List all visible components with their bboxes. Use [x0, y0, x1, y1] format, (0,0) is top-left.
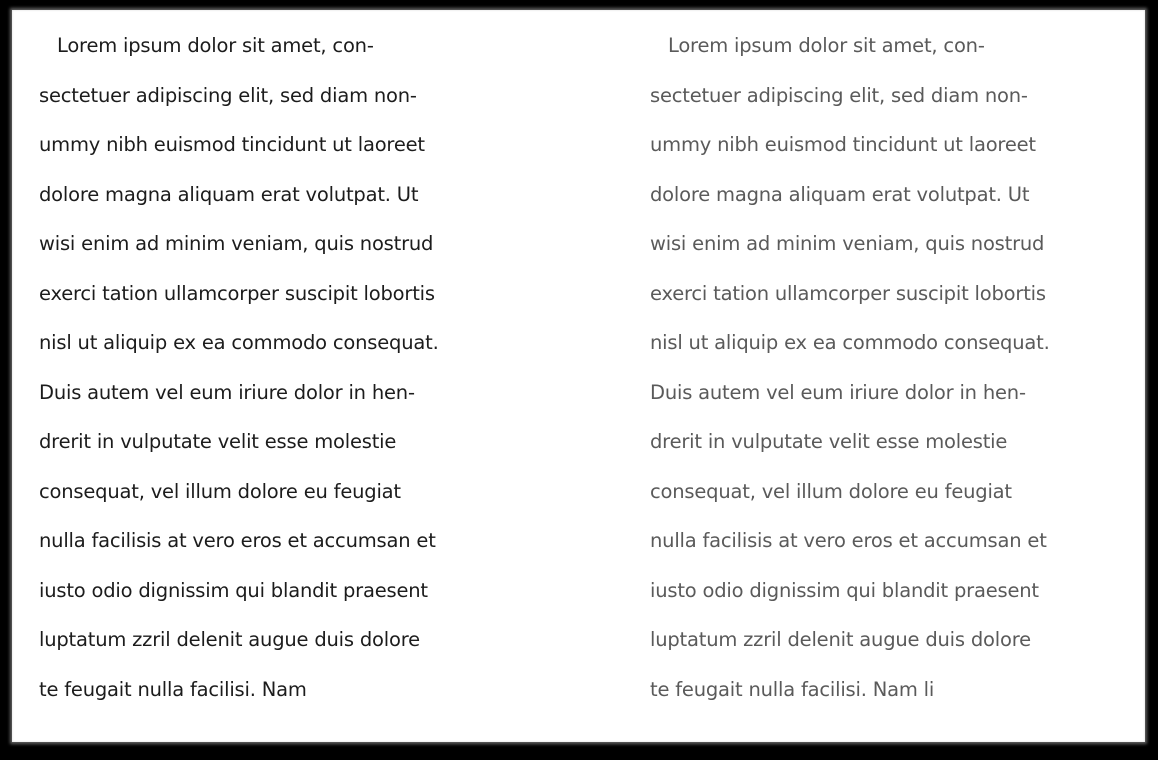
- right-line-4: dolore magna aliquam erat volutpat. Ut: [650, 182, 1030, 206]
- right-line-13: luptatum zzril delenit augue duis dolore: [650, 628, 1031, 651]
- right-line-2: sectetuer adipiscing elit, sed diam non-: [650, 83, 1028, 107]
- text-rendering-comparison-panel: [12, 10, 1145, 742]
- left-line-10: consequat, vel illum dolore eu feugiat: [39, 479, 401, 503]
- left-line-2: sectetuer adipiscing elit, sed diam non-: [39, 83, 417, 107]
- right-line-1: Lorem ipsum dolor sit amet, con-: [668, 34, 985, 57]
- left-line-3: ummy nibh euismod tincidunt ut laoreet: [39, 133, 425, 156]
- left-line-6: exerci tation ullamcorper suscipit lobortis: [39, 281, 435, 305]
- left-line-12: iusto odio dignissim qui blandit praesent: [39, 578, 428, 602]
- left-line-9: drerit in vulputate velit esse molestie: [39, 430, 397, 453]
- right-line-12: iusto odio dignissim qui blandit praesent: [650, 578, 1039, 602]
- right-line-10: consequat, vel illum dolore eu feugiat: [650, 479, 1012, 503]
- left-line-4: dolore magna aliquam erat volutpat. Ut: [39, 182, 419, 206]
- right-text-column: [650, 30, 1130, 723]
- right-line-8: Duis autem vel eum iriure dolor in hen-: [650, 380, 1026, 404]
- left-line-7: nisl ut aliquip ex ea commodo consequat.: [39, 331, 439, 354]
- right-line-7: nisl ut aliquip ex ea commodo consequat.: [650, 331, 1050, 354]
- left-text-column: [39, 30, 519, 723]
- left-line-13: luptatum zzril delenit augue duis dolore: [39, 628, 420, 651]
- right-line-3: ummy nibh euismod tincidunt ut laoreet: [650, 133, 1036, 156]
- right-line-11: nulla facilisis at vero eros et accumsan et: [650, 529, 1047, 552]
- right-line-5: wisi enim ad minim veniam, quis nostrud: [650, 232, 1045, 255]
- left-line-11: nulla facilisis at vero eros et accumsan et: [39, 529, 436, 552]
- left-line-14: te feugait nulla facilisi. Nam: [39, 677, 307, 701]
- right-line-9: drerit in vulputate velit esse molestie: [650, 430, 1008, 453]
- left-line-1: Lorem ipsum dolor sit amet, con-: [57, 34, 374, 57]
- right-line-14: te feugait nulla facilisi. Nam li: [650, 677, 935, 701]
- left-line-5: wisi enim ad minim veniam, quis nostrud: [39, 232, 434, 255]
- left-line-8: Duis autem vel eum iriure dolor in hen-: [39, 380, 415, 404]
- right-line-6: exerci tation ullamcorper suscipit lobortis: [650, 281, 1046, 305]
